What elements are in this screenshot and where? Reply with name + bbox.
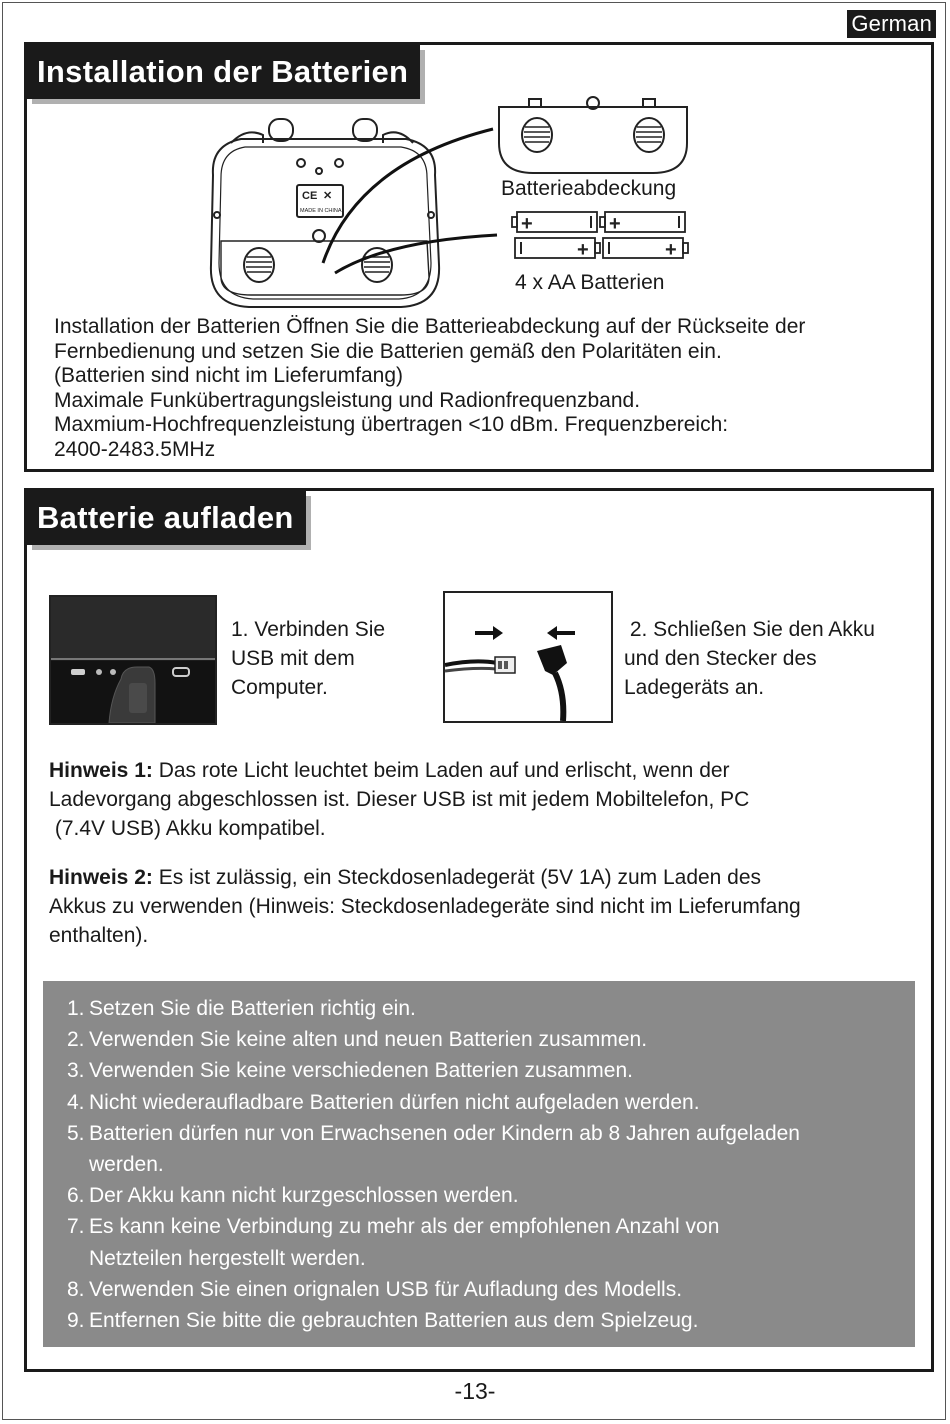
step1-text xyxy=(231,615,385,702)
warning-text: Nicht wiederaufladbare Batterien dürfen nicht aufgeladen werden. xyxy=(89,1090,700,1114)
note-2 xyxy=(49,863,919,950)
step2-text xyxy=(624,615,875,702)
note2-line: enthalten). xyxy=(49,924,149,947)
step1-line: USB mit dem xyxy=(231,647,355,670)
battery-caption: 4 x AA Batterien xyxy=(515,271,665,294)
warning-text: Entfernen Sie bitte die gebrauchten Batterien aus dem Spielzeug. xyxy=(89,1309,699,1333)
warning-text: Verwenden Sie einen orignalen USB für Aufladung des Modells. xyxy=(89,1277,683,1301)
svg-text:MADE IN CHINA: MADE IN CHINA xyxy=(300,208,342,214)
step1-line: Computer. xyxy=(231,676,328,699)
note2-text: Es ist zulässig, ein Steckdosenladegerät (5V 1A) zum Laden des xyxy=(152,866,762,889)
connector-graphic xyxy=(445,593,611,721)
install-line: Installation der Batterien Öffnen Sie die Batterieabdeckung auf der Rückseite der xyxy=(54,315,806,338)
warning-number: 2. xyxy=(67,1028,85,1052)
warning-number: 4. xyxy=(67,1090,85,1114)
warning-item xyxy=(67,1118,895,1180)
warning-number: 6. xyxy=(67,1184,85,1208)
usb-computer-photo xyxy=(49,595,217,725)
warning-item xyxy=(67,993,895,1024)
language-tag: German xyxy=(847,10,936,38)
installation-heading: Installation der Batterien xyxy=(27,45,420,99)
warning-text: werden. xyxy=(89,1153,164,1177)
step2-line: Ladegeräts an. xyxy=(624,676,765,699)
battery-charging-section xyxy=(24,488,934,1372)
step1-line: 1. Verbinden Sie xyxy=(231,618,386,641)
warning-item xyxy=(67,1305,895,1336)
warning-number: 1. xyxy=(67,997,85,1020)
svg-text:+: + xyxy=(521,213,533,235)
note2-label: Hinweis 2: xyxy=(49,866,153,889)
warning-box xyxy=(43,981,915,1347)
warning-item xyxy=(67,1024,895,1055)
note1-line: (7.4V USB) Akku kompatibel. xyxy=(49,817,326,840)
warning-text: Es kann keine Verbindung zu mehr als der empfohlenen Anzahl von xyxy=(89,1215,720,1239)
install-line: 2400-2483.5MHz xyxy=(54,437,216,461)
warning-text: Setzen Sie die Batterien richtig ein. xyxy=(89,997,416,1020)
usb-port-graphic xyxy=(51,597,215,723)
warning-item xyxy=(67,1055,895,1086)
battery-installation-section xyxy=(24,42,934,472)
warning-text: Der Akku kann nicht kurzgeschlossen werden. xyxy=(89,1184,519,1208)
warning-item xyxy=(67,1180,895,1211)
warning-item xyxy=(67,1087,895,1118)
install-line: Maximale Funkübertragungsleistung und Radionfrequenzband. xyxy=(54,388,641,412)
installation-text xyxy=(54,315,805,462)
note2-line xyxy=(49,863,919,892)
warning-item xyxy=(67,1211,895,1273)
charging-heading: Batterie aufladen xyxy=(27,491,306,545)
warning-item xyxy=(67,1274,895,1305)
svg-text:✕: ✕ xyxy=(323,190,333,202)
warning-number: 3. xyxy=(67,1059,85,1083)
note2-line: Akkus zu verwenden (Hinweis: Steckdosenladegeräte sind nicht im Lieferumfang xyxy=(49,895,801,918)
install-line: Fernbedienung und setzen Sie die Batterien gemäß den Polaritäten ein. xyxy=(54,339,722,363)
note1-text: Das rote Licht leuchtet beim Laden auf und erlischt, wenn der xyxy=(152,759,730,782)
battery-cover-illustration xyxy=(493,91,693,181)
connector-photo xyxy=(443,591,613,723)
warning-number: 8. xyxy=(67,1277,85,1301)
install-line: Maxmium-Hochfrequenzleistung übertragen <10 dBm. Frequenzbereich: xyxy=(54,413,729,436)
step2-line: 2. Schließen Sie den Akku xyxy=(624,618,875,641)
warning-number: 9. xyxy=(67,1309,85,1333)
warning-number: 7. xyxy=(67,1215,85,1239)
svg-text:+: + xyxy=(577,239,589,261)
warning-text: Verwenden Sie keine alten und neuen Batterien zusammen. xyxy=(89,1028,648,1052)
page-number: -13- xyxy=(454,1378,496,1404)
aa-batteries-illustration xyxy=(511,209,691,263)
warning-text: Verwenden Sie keine verschiedenen Batterien zusammen. xyxy=(89,1059,633,1083)
svg-text:+: + xyxy=(609,213,621,235)
note-1 xyxy=(49,756,919,843)
svg-text:CE: CE xyxy=(302,190,318,202)
warning-number: 5. xyxy=(67,1121,85,1145)
svg-text:+: + xyxy=(665,239,677,261)
cover-caption: Batterieabdeckung xyxy=(501,177,677,200)
install-line: (Batterien sind nicht im Lieferumfang) xyxy=(54,364,403,387)
note1-line xyxy=(49,756,919,785)
note1-line: Ladevorgang abgeschlossen ist. Dieser USB ist mit jedem Mobiltelefon, PC xyxy=(49,788,750,811)
pointer-lines xyxy=(317,123,517,283)
warning-text: Netzteilen hergestellt werden. xyxy=(89,1246,366,1270)
note1-label: Hinweis 1: xyxy=(49,759,153,782)
warning-text: Batterien dürfen nur von Erwachsenen oder Kindern ab 8 Jahren aufgeladen xyxy=(89,1121,800,1145)
step2-line: und den Stecker des xyxy=(624,647,817,670)
